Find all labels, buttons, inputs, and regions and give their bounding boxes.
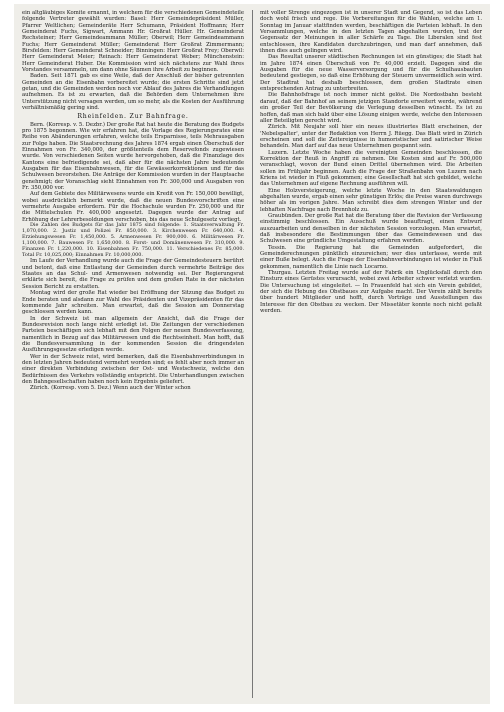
newspaper-page [14, 4, 490, 704]
paragraph: Das Resultat unserer städtischen Rechnungen ist ein günstiges; die Stadt hat im Jahre 1874 einen Überschuß von Fr. 40,000 erzielt. Dagegen sind die Ausgaben für die neue Wasserversorgung und für die Schulhausbauten bedeutend gestiegen, so daß eine Erhöhung der Steuern unvermeidlich sein wird. Der Stadtrat hat deshalb beschlossen, dem großen Stadtrate einen entsprechenden Antrag zu unterbreiten. [260, 54, 482, 93]
paragraph: Baden. Seit 1871 gab es eine Weile, daß der Anschluß der bisher getrennten Gemeinden an die Eisenbahn vorbereitet wurde; die ersten Schritte sind jetzt getan, und die Gemeinden werden noch vor Ablauf des Jahres die Verhandlungen aufnehmen. Es ist zu erwarten, daß die Behörden dem Unternehmen ihre Unterstützung nicht versagen werden, um so mehr, als die Kosten der Ausführung verhältnismäßig gering sind. [22, 73, 244, 112]
paragraph: Im Laufe der Verhandlung wurde auch die Frage der Gemeindesteuern berührt und betont, daß eine Entlastung der Gemeinden durch vermehrte Beiträge des Staates an das Schul- und Armenwesen notwendig sei. Der Regierungsrat erklärte sich bereit, die Frage zu prüfen und dem großen Rate in der nächsten Session Bericht zu erstatten. [22, 258, 244, 290]
left-column [22, 10, 244, 698]
paragraph: In der Schweiz ist man allgemein der Ansicht, daß die Frage der Bundesrevision noch lange nicht erledigt ist. Die Zeitungen der verschiedenen Parteien beschäftigen sich lebhaft mit den Folgen der neuen Bundesverfassung, namentlich in Bezug auf das Militärwesen und die Rechtseinheit. Man hofft, daß die Bundesversammlung in der kommenden Session die dringendsten Ausführungsgesetze erledigen werde. [22, 315, 244, 354]
paragraph: Luzern. Letzte Woche haben die vereinigten Gemeinden beschlossen, die Korrektion der Reuß in Angriff zu nehmen. Die Kosten sind auf Fr. 500,000 veranschlagt, wovon der Bund einen Drittel übernehmen wird. Die Arbeiten sollen im Frühjahr beginnen. Auch die Frage der Straßenbahn von Luzern nach Kriens ist wieder in Fluß gekommen; eine Gesellschaft hat sich gebildet, welche das Unternehmen auf eigene Rechnung ausführen will. [260, 149, 482, 188]
paragraph: Thurgau. Letzten Freitag wurde auf der Fabrik ein Unglücksfall durch den Einsturz eines Gerüstes verursacht, wobei zwei Arbeiter schwer verletzt wurden. Die Untersuchung ist eingeleitet. — In Frauenfeld hat sich ein Verein gebildet, der sich die Hebung des Obstbaues zur Aufgabe macht. Der Verein zählt bereits über hundert Mitglieder und hofft, durch Vorträge und Ausstellungen das Interesse für den Obstbau zu wecken. Der Missetäter konnte noch nicht gefaßt werden. [260, 270, 482, 315]
budget-list: Die Zahlen des Budgets für das Jahr 1875 sind folgende: 1. Staatsverwaltung Fr. 1,070,000. 2. Justiz und Polizei Fr. 850,000. 3. Kirchenwesen Fr. 640,000. 4. Erziehungswesen Fr. 1,450,000. 5. Armenwesen Fr. 900,000. 6. Militärwesen Fr. 1,100,000. 7. Bauwesen Fr. 1,650,000. 8. Forst- und Domänenwesen Fr. 310,000. 9. Finanzen Fr. 1,220,000. 10. Eisenbahnen Fr. 750,000. 11. Verschiedenes Fr. 85,000. Total Fr. 10,025,000; Einnahmen Fr. 10,000,000. [22, 222, 244, 258]
right-column [260, 10, 482, 698]
paragraph: Montag wird der große Rat wieder bei Eröffnung der Sitzung das Budget zu Ende beraten und alsdann zur Wahl des Präsidenten und Vizepräsidenten für das kommende Jahr schreiten. Man erwartet, daß die Session am Donnerstag geschlossen werden kann. [22, 290, 244, 316]
paragraph: Zürich. (Korresp. vom 5. Dez.) Wenn auch der Winter schon [30, 385, 191, 392]
paragraph: Eine Holzversteigerung, welche letzte Woche in den Staatswaldungen abgehalten wurde, ergab einen sehr günstigen Erlös; die Preise waren durchwegs höher als im vorigen Jahre. Man schreibt dies dem strengen Winter und der lebhaften Nachfrage nach Brennholz zu. [260, 187, 482, 213]
column-divider [252, 10, 253, 698]
paragraph: Wer in der Schweiz reist, wird bemerken, daß die Eisenbahnverbindungen in den letzten Jahren bedeutend vermehrt worden sind; es fehlt aber noch immer an einer direkten Verbindung zwischen der Ost- und Westschweiz, welche den Bedürfnissen des Verkehrs vollständig entspricht. Die Unterhandlungen zwischen den Bahngesellschaften haben noch kein Ergebnis geliefert. [22, 353, 244, 385]
paragraph: Graubünden. Der große Rat hat die Beratung über die Revision der Verfassung einstimmig beschlossen. Ein Ausschuß wurde beauftragt, einen Entwurf auszuarbeiten und denselben in der nächsten Session vorzulegen. Man erwartet, daß insbesondere die Bestimmungen über das Gemeindewesen und das Schulwesen eine gründliche Umgestaltung erfahren werden. [260, 213, 482, 245]
paragraph: mit voller Strenge eingezogen ist in unserer Stadt und Gegend, so ist das Leben doch wohl frisch und rege. Die Vorbereitungen für die Wahlen, welche am 1. Sonntag im Januar stattfinden werden, beschäftigen die Parteien lebhaft. In den Versammlungen, welche in den letzten Tagen abgehalten wurden, trat der Gegensatz der Meinungen in aller Schärfe zu Tage. Die Liberalen sind fest entschlossen, ihre Kandidaten durchzubringen, und man darf annehmen, daß ihnen dies auch gelingen wird. [260, 10, 482, 55]
paragraph: Zürich. Mit Neujahr soll hier ein neues illustriertes Blatt erscheinen, der 'Nebelspalter', unter der Redaktion von Herrn J. Rüegg. Das Blatt wird in Zürich erscheinen und soll die Zeitereignisse in humoristischer und satirischer Weise behandeln. Man darf auf das neue Unternehmen gespannt sein. [260, 124, 482, 150]
paragraph: Auf dem Gebiete des Militärwesens wurde ein Kredit von Fr. 150,000 bewilligt, wobei ausdrücklich bemerkt wurde, daß die neuen Bundesvorschriften eine vermehrte Ausgabe erfordern. Für die Hochschule wurden Fr. 250,000 und für die Mittelschulen Fr. 400,000 angesetzt. Dagegen wurde der Antrag auf Erhöhung der Lehrerbesoldungen verschoben, bis das neue Schulgesetz vorliegt. [22, 191, 244, 223]
section-heading: Rheinfelden. Zur Bahnfrage. [77, 112, 189, 120]
paragraph: Die Bahnhofsfrage ist noch immer nicht gelöst. Die Nordostbahn besteht darauf, daß der Bahnhof an seinem jetzigen Standorte erweitert werde, während ein großer Teil der Bevölkerung die Verlegung desselben wünscht. Es ist zu hoffen, daß man sich bald über eine Lösung einigen werde, welche den Interessen aller Beteiligten gerecht wird. [260, 92, 482, 124]
paragraph: Bern. (Korresp. v. 5. Dezbr.) Der große Rat hat heute die Beratung des Budgets pro 1875 begonnen. Wie wir erfahren hat, die Vorlage des Regierungsrates eine Reihe von Abänderungen erfahren, welche teils Ersparnisse, teils Mehrausgaben zur Folge haben. Die Staatsrechnung des Jahres 1874 ergab einen Überschuß der Einnahmen von Fr. 340,000, der größtenteils dem Reservefonds zugewiesen wurde. Von verschiedenen Seiten wurde hervorgehoben, daß die Finanzlage des Kantons eine befriedigende sei, daß aber für die nächsten Jahre bedeutende Ausgaben für das Eisenbahnwesen, für die Gewässerkorrektionen und für das Schulwesen bevorstehen. Die Anträge der Kommission wurden in der Hauptsache genehmigt; der Voranschlag sieht Einnahmen von Fr. 300,000 und Ausgaben von Fr. 350,000 vor. [22, 121, 244, 191]
paragraph: Tessin. Die Regierung hat die Gemeinden aufgefordert, die Gemeinderechnungen pünktlich einzureichen; wer dies unterlasse, werde mit einer Buße belegt. Auch die Frage der Eisenbahnverbindungen ist wieder in Fluß gekommen, namentlich die Linie nach Locarno. [260, 244, 482, 270]
paragraph: ein altgläubiges Komite ernannt, in welchem für die verschiedenen Gemeindeteile folgende Vertreter gewählt wurden: Basel: Herr Gemeindepräsident Müller, Pfarrer Weltlichen; Gemeinderäte Herr Schumann, Präsident Hoffmann; Herr Gemeinderat Fuchs, Sigwart, Ammann Hr. Großrat Hüller. Hr. Gemeinderat Rechsteiner; Herr Gemeindeammann Müller; Oberwil; Herr Gemeindeammann Fuchs; Herr Gemeinderat Müller; Gemeinderat Herr Großrat Zimmermann; Birsfelden: Herr Gemeinderat Schneider; Binningen: Herr Großrat Frey; Oberwil: Herr Gemeinderat Meier; Reinach: Herr Gemeinderat Weber; Münchenstein: Herr Gemeinderat Huber. Die Kommission wird sich nächstens zur Wahl ihres Vorstandes versammeln, um dann ohne Säumen ihre Arbeit zu beginnen. [22, 10, 244, 74]
